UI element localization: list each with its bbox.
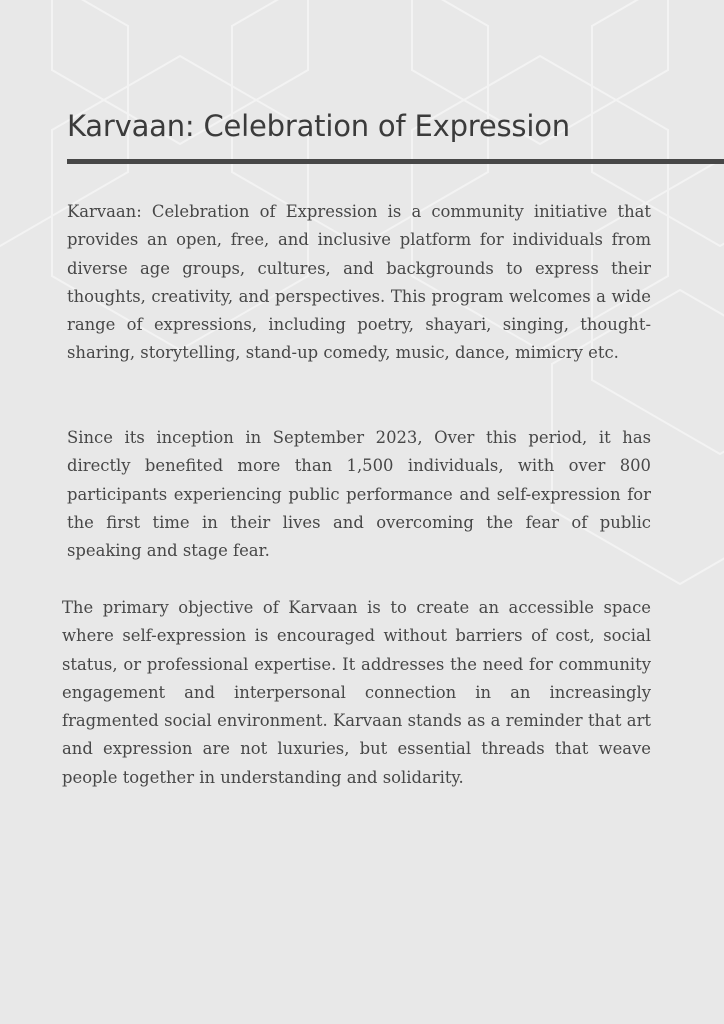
title-underline xyxy=(67,159,724,164)
paragraph-objective: The primary objective of Karvaan is to create an accessible space where self-expression is encouraged without barriers of cost, social status, or professional expertise. It addresses the need for community engagement and interpersonal connection in an increasingly fragmented social environment. Karvaan stands as a reminder that art and expression are not luxuries, but essential threads that weave people together in understanding and solidarity. xyxy=(62,598,651,787)
paragraph-impact: Since its inception in September 2023, Over this period, it has directly benefited more than 1,500 individuals, with over 800 participants experiencing public performance and self-expression for the first time in their lives and overcoming the fear of public speaking and stage fear. xyxy=(67,428,651,561)
page-title: Karvaan: Celebration of Expression xyxy=(67,109,570,143)
paragraph-intro: Karvaan: Celebration of Expression is a community initiative that provides an open, free, and inclusive platform for individuals from diverse age groups, cultures, and backgrounds to express their thoughts, creativity, and perspectives. This program welcomes a wide range of expressions, including poetry, shayari, singing, thought-sharing, storytelling, stand-up comedy, music, dance, mimicry etc. xyxy=(67,202,651,363)
